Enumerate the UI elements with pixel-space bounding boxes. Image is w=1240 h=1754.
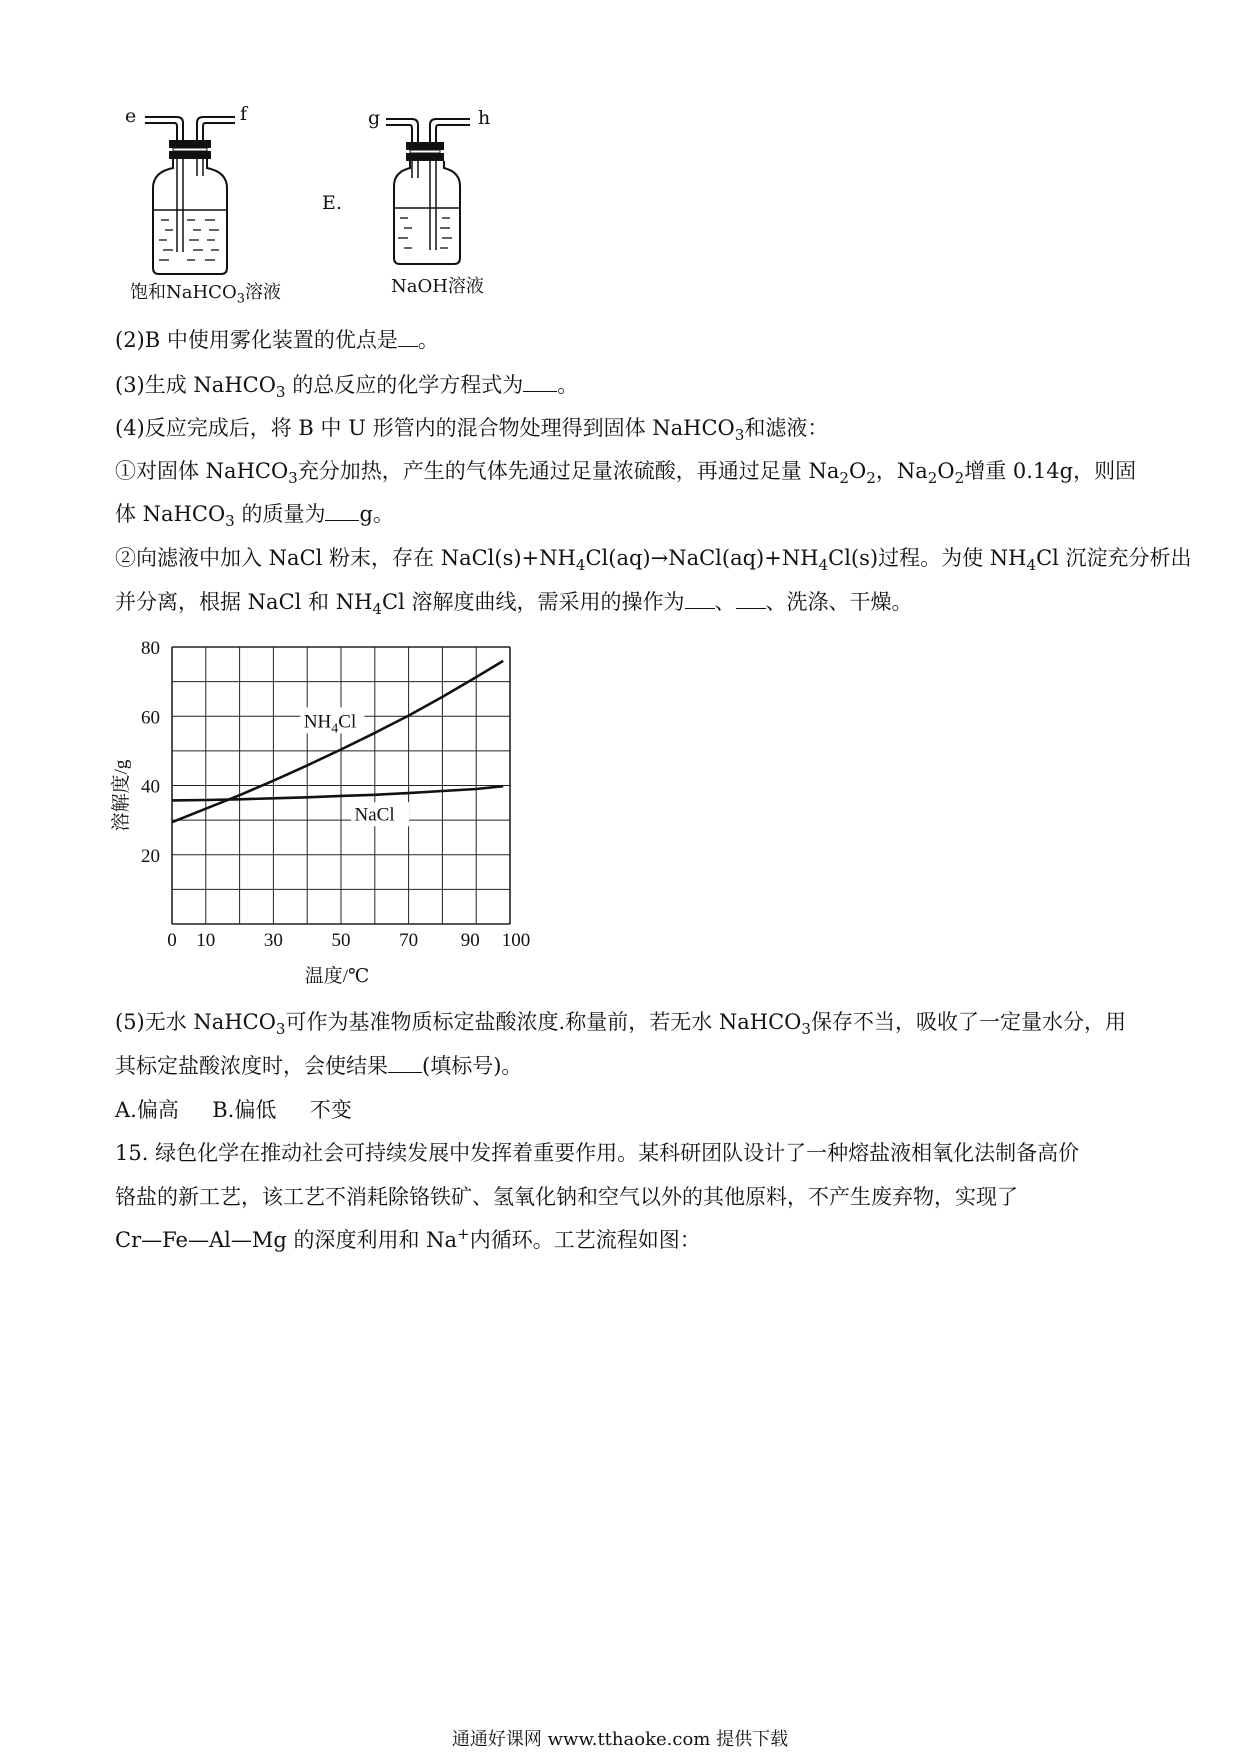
x-tick-label: 70	[399, 930, 419, 951]
series-label-nacl: NaCl	[354, 804, 395, 826]
x-tick-label: 0	[167, 930, 177, 951]
question-15-line-1: 15. 绿色化学在推动社会可持续发展中发挥着重要作用。某科研团队设计了一种熔盐液相氧化法制备高价	[115, 1141, 1080, 1165]
port-e-label: e	[125, 105, 137, 127]
x-tick-label: 100	[501, 930, 531, 951]
y-tick-label: 80	[141, 638, 160, 659]
option-e-label: E.	[322, 192, 342, 214]
chart-series-labels	[300, 707, 409, 826]
question-4-1-line-2: 体 NaHCO$_3$ 的质量为 g。	[115, 502, 394, 531]
y-tick-label: 40	[141, 776, 160, 798]
chart-curves	[172, 661, 503, 822]
y-tick-label: 60	[141, 707, 160, 729]
chart-ylabel: 溶解度/g	[111, 759, 132, 832]
y-tick-label: 20	[141, 845, 160, 867]
question-15-line-2: 铬盐的新工艺，该工艺不消耗除铬铁矿、氢氧化钠和空气以外的其他原料，不产生废弃物，实现了	[115, 1185, 1018, 1209]
question-4-2-line-2: 并分离，根据 NaCl 和 $NH_4Cl$ 溶解度曲线，需采用的操作为 、 、洗涤、干燥。	[115, 590, 913, 619]
solubility-chart	[100, 630, 550, 995]
footer-watermark: 通通好课网 www.tthaoke.com 提供下载	[451, 1729, 789, 1750]
wash-bottle-1	[135, 110, 305, 305]
question-5-options: A.偏高 B.偏低 不变	[115, 1098, 352, 1122]
chart-grid	[172, 647, 510, 924]
x-tick-label: 10	[196, 930, 216, 951]
question-5-line-1: (5)无水 NaHCO$_3$可作为基准物质标定盐酸浓度.称量前，若无水 NaHCO$_3$保存不当，吸收了一定量水分，用	[115, 1010, 1127, 1039]
x-tick-label: 30	[263, 930, 283, 951]
question-4-1-line-1: ①对固体 NaHCO$_3$充分加热，产生的气体先通过足量浓硫酸，再通过足量 $Na_2O_2$，$Na_2O_2$增重 0.14g，则固	[115, 459, 1137, 488]
wash-bottle-2-drawing	[380, 112, 490, 277]
port-f-label: f	[240, 103, 248, 125]
x-tick-label: 50	[331, 930, 351, 951]
x-tick-label: 90	[460, 930, 480, 951]
bottle-2-caption: NaOH溶液	[391, 276, 484, 297]
question-4-2-line-1: ②向滤液中加入 NaCl 粉末，存在 $NaCl(s)+NH_4Cl(aq)\to NaCl(aq)+NH_4Cl(s)$过程。为使 $NH_4Cl$ 沉淀充分析出	[115, 546, 1192, 575]
port-g-label: g	[368, 107, 381, 129]
question-4: (4)反应完成后，将 B 中 U 形管内的混合物处理得到固体 NaHCO$_3$和滤液：	[115, 416, 829, 445]
series-line-nh4cl	[172, 661, 503, 822]
series-line-nacl	[172, 786, 503, 800]
question-15-line-3: Cr—Fe—Al—Mg 的深度利用和 Na+内循环。工艺流程如图：	[115, 1225, 701, 1252]
chart-tick-labels	[141, 638, 530, 951]
question-5-line-2: 其标定盐酸浓度时，会使结果 (填标号)。	[115, 1054, 523, 1078]
wash-bottle-2	[380, 112, 500, 282]
series-label-nh4cl: $NH_4Cl$	[303, 711, 357, 737]
bottle-1-caption: 饱和NaHCO$_3$溶液	[130, 282, 281, 307]
port-h-label: h	[478, 107, 491, 129]
chart-xlabel: 温度/℃	[304, 966, 370, 987]
question-3: (3)生成 NaHCO$_3$ 的总反应的化学方程式为 。	[115, 373, 579, 402]
question-2: (2)B 中使用雾化装置的优点是 。	[115, 328, 439, 352]
wash-bottle-1-drawing	[135, 110, 305, 280]
